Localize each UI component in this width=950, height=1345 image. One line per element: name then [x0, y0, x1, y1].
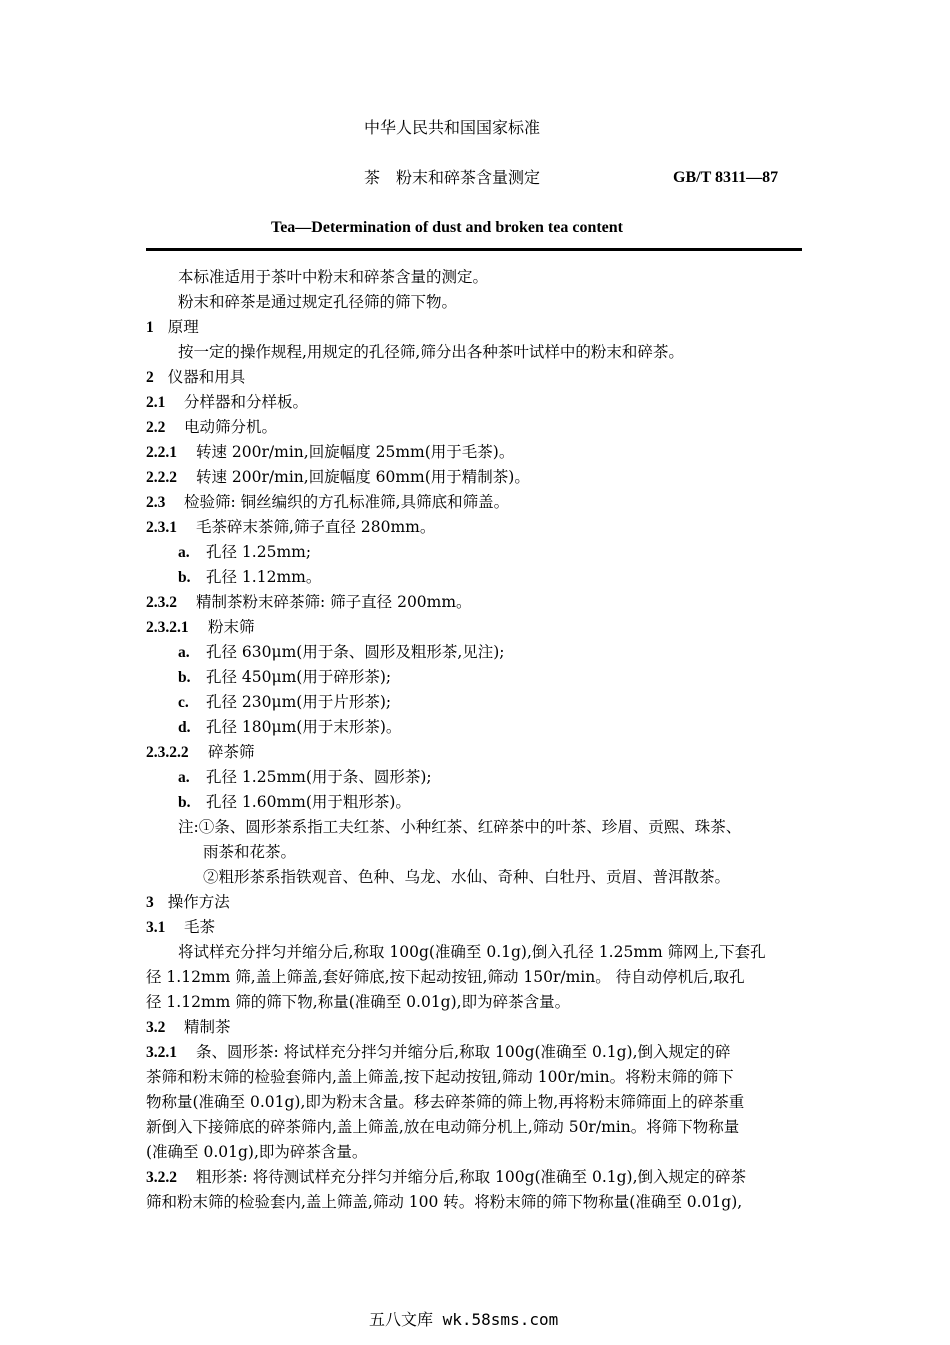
footer-watermark: 五八文库 wk.58sms.com [369, 1310, 559, 1329]
clause-2-2-1 [146, 442, 514, 463]
list-item [178, 717, 401, 738]
clause-2-3-2-2 [146, 742, 255, 763]
org-title: 中华人民共和国国家标准 [364, 118, 541, 137]
section-title: 仪器和用具 [167, 368, 246, 386]
list-marker: d. [178, 719, 191, 736]
section-title: 原理 [167, 318, 199, 336]
clause-text: 精制茶粉末碎茶筛: 筛子直径 200mm。 [196, 593, 472, 611]
list-item [178, 692, 391, 713]
clause-number: 2.3.2.2 [146, 744, 189, 761]
paragraph-line: (准确至 0.01g),即为碎茶含量。 [146, 1143, 368, 1161]
clause-text: 粗形茶: 将待测试样充分拌匀并缩分后,称取 100g(准确至 0.1g),倒入规定的碎茶 [196, 1168, 747, 1186]
clause-number: 3.1 [146, 919, 166, 936]
clause-number: 2.3.2 [146, 594, 177, 611]
clause-number: 2.2.2 [146, 469, 177, 486]
list-text: 孔径 1.60mm(用于粗形茶)。 [206, 793, 411, 811]
clause-number: 2.3.1 [146, 519, 177, 536]
paragraph-line: 茶筛和粉末筛的检验套筛内,盖上筛盖,按下起动按钮,筛动 100r/min。将粉末筛的筛下 [146, 1068, 734, 1086]
list-marker: a. [178, 544, 190, 561]
paragraph-line: 新倒入下接筛底的碎茶筛内,盖上筛盖,放在电动筛分机上,筛动 50r/min。将筛下物称量 [146, 1118, 740, 1136]
document-title: 茶 粉末和碎茶含量测定 [364, 168, 541, 187]
section-number: 2 [146, 369, 154, 386]
clause-number: 3.2 [146, 1019, 166, 1036]
clause-number: 2.3 [146, 494, 166, 511]
paragraph-line: 径 1.12mm 筛,盖上筛盖,套好筛底,按下起动按钮,筛动 150r/min。 待自动停机后,取孔 [146, 968, 745, 986]
list-marker: c. [178, 694, 189, 711]
standard-code: GB/T 8311—87 [673, 169, 779, 186]
paragraph-line: 筛和粉末筛的检验套内,盖上筛盖,筛动 100 转。将粉末筛的筛下物称量(准确至 0.01g), [146, 1193, 743, 1211]
clause-number: 2.1 [146, 394, 166, 411]
section-number: 1 [146, 319, 154, 336]
paragraph-line: 径 1.12mm 筛的筛下物,称量(准确至 0.01g),即为碎茶含量。 [146, 993, 571, 1011]
list-item [178, 567, 321, 588]
clause-2-1 [146, 392, 308, 413]
section-1-heading [146, 317, 199, 338]
list-marker: a. [178, 769, 190, 786]
clause-text: 毛茶 [184, 918, 216, 936]
clause-number: 2.2.1 [146, 444, 177, 461]
list-text: 孔径 230μm(用于片形茶); [206, 693, 392, 711]
clause-number: 3.2.2 [146, 1169, 177, 1186]
section-title: 操作方法 [167, 893, 230, 911]
list-item [178, 767, 432, 788]
list-marker: a. [178, 644, 190, 661]
intro-paragraph-1: 本标准适用于茶叶中粉末和碎茶含量的测定。 [178, 268, 489, 286]
list-item [178, 792, 411, 813]
clause-number: 2.3.2.1 [146, 619, 189, 636]
note-line-2: 雨茶和花茶。 [203, 843, 297, 861]
clause-2-3 [146, 492, 509, 513]
clause-text: 毛茶碎末茶筛,筛子直径 280mm。 [196, 518, 436, 536]
clause-number: 2.2 [146, 419, 166, 436]
clause-2-2 [146, 417, 277, 438]
section-2-heading [146, 367, 245, 388]
intro-paragraph-2: 粉末和碎茶是通过规定孔径筛的筛下物。 [178, 293, 458, 311]
note-line-1: 注:①条、圆形茶系指工夫红茶、小种红茶、红碎茶中的叶茶、珍眉、贡熙、珠茶、 [178, 818, 742, 836]
section-1-text: 按一定的操作规程,用规定的孔径筛,筛分出各种茶叶试样中的粉末和碎茶。 [178, 343, 684, 361]
list-text: 孔径 1.25mm; [206, 543, 312, 561]
header-rule [146, 248, 802, 251]
english-title: Tea—Determination of dust and broken tea content [271, 219, 624, 236]
list-marker: b. [178, 569, 191, 586]
clause-2-3-2 [146, 592, 472, 613]
clause-3-2 [146, 1017, 231, 1038]
clause-2-3-2-1 [146, 617, 255, 638]
clause-text: 条、圆形茶: 将试样充分拌匀并缩分后,称取 100g(准确至 0.1g),倒入规定的碎 [196, 1043, 731, 1061]
list-item [178, 542, 311, 563]
list-text: 孔径 180μm(用于末形茶)。 [206, 718, 402, 736]
clause-text: 分样器和分样板。 [184, 393, 309, 411]
clause-text: 转速 200r/min,回旋幅度 25mm(用于毛茶)。 [196, 443, 515, 461]
list-marker: b. [178, 794, 191, 811]
list-item [178, 667, 391, 688]
clause-3-2-1 [146, 1042, 731, 1063]
paragraph-line: 将试样充分拌匀并缩分后,称取 100g(准确至 0.1g),倒入孔径 1.25mm 筛网上,下套孔 [178, 943, 766, 961]
paragraph-line: 物称量(准确至 0.01g),即为粉末含量。移去碎茶筛的筛上物,再将粉末筛筛面上的碎茶重 [146, 1093, 745, 1111]
list-marker: b. [178, 669, 191, 686]
clause-text: 电动筛分机。 [184, 418, 278, 436]
section-3-heading [146, 892, 230, 913]
clause-text: 转速 200r/min,回旋幅度 60mm(用于精制茶)。 [196, 468, 530, 486]
section-number: 3 [146, 894, 154, 911]
clause-number: 3.2.1 [146, 1044, 177, 1061]
clause-3-1 [146, 917, 215, 938]
list-text: 孔径 1.12mm。 [206, 568, 322, 586]
list-text: 孔径 1.25mm(用于条、圆形茶); [206, 768, 432, 786]
note-line-3: ②粗形茶系指铁观音、色种、乌龙、水仙、奇种、白牡丹、贡眉、普洱散茶。 [203, 868, 731, 886]
clause-text: 碎茶筛 [208, 743, 255, 761]
list-text: 孔径 630μm(用于条、圆形及粗形茶,见注); [206, 643, 505, 661]
list-item [178, 642, 505, 663]
clause-text: 粉末筛 [208, 618, 255, 636]
clause-text: 精制茶 [184, 1018, 231, 1036]
clause-2-3-1 [146, 517, 435, 538]
list-text: 孔径 450μm(用于碎形茶); [206, 668, 392, 686]
clause-2-2-2 [146, 467, 530, 488]
clause-text: 检验筛: 铜丝编织的方孔标准筛,具筛底和筛盖。 [184, 493, 510, 511]
clause-3-2-2 [146, 1167, 746, 1188]
